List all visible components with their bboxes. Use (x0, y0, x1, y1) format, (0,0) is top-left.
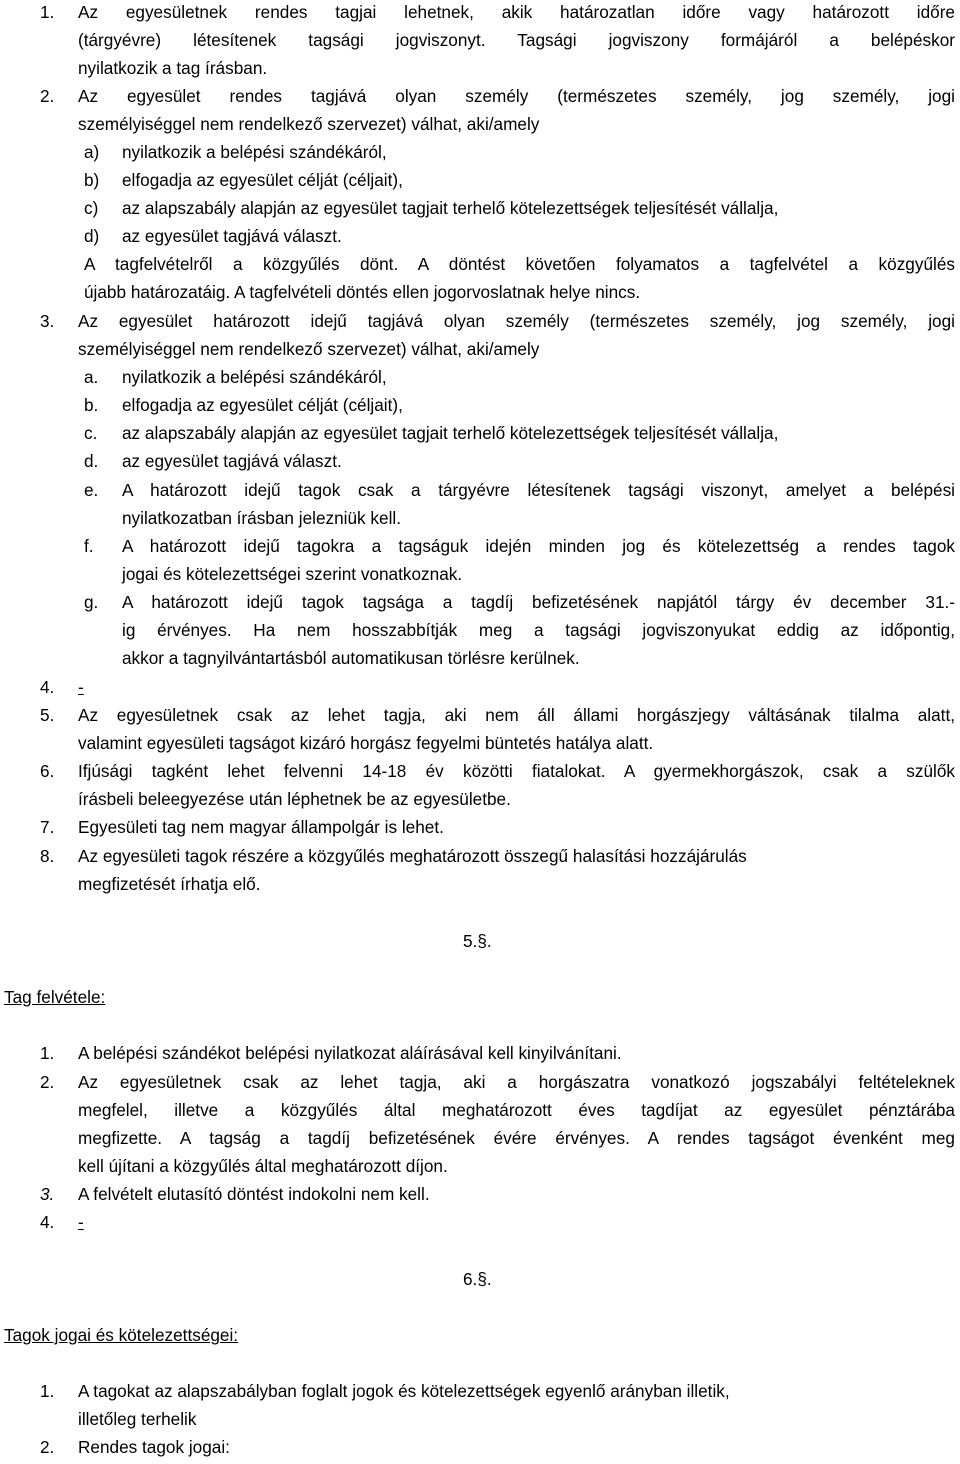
sub-item-letter: a. (84, 367, 99, 387)
item-number: 8. (40, 846, 55, 866)
item-number: 1. (40, 1043, 55, 1063)
item-text-line: Egyesületi tag nem magyar állampolgár is lehet. (78, 817, 444, 837)
item-text-line: Az egyesület rendes tagjává olyan személy (természetes személy, jog személy, jogi (78, 86, 955, 106)
item-text-line: valamint egyesületi tagságot kizáró horgász fegyelmi büntetés hatálya alatt. (78, 733, 654, 753)
sub-item-text: A határozott idejű tagok csak a tárgyévre létesítenek tagsági viszonyt, amelyet a belépési (122, 480, 955, 500)
item-text-line: írásbeli beleegyezése után léphetnek be az egyesületbe. (78, 789, 511, 809)
sub-item-text: nyilatkozik a belépési szándékáról, (122, 142, 387, 162)
section-heading: Tag felvétele: (4, 987, 106, 1007)
item-text-line: - (78, 1212, 84, 1232)
item-text-line: személyiséggel nem rendelkező szervezet) válhat, aki/amely (78, 339, 540, 359)
sub-item-letter: f. (84, 536, 94, 556)
item-number: 7. (40, 817, 55, 837)
item-text-line: személyiséggel nem rendelkező szervezet) válhat, aki/amely (78, 114, 540, 134)
sub-item-text: elfogadja az egyesület célját (céljait), (122, 395, 403, 415)
sub-item-text: A határozott idejű tagok tagsága a tagdíj befizetésének napjától tárgy év december 31.- (122, 592, 955, 612)
sub-item-letter: d) (84, 226, 100, 246)
sub-item-text: jogai és kötelezettségei szerint vonatkoznak. (122, 564, 463, 584)
item-text-line: megfelel, illetve a közgyűlés által meghatározott éves tagdíjat az egyesület pénztárába (78, 1100, 955, 1120)
item-text-line: kell újítani a közgyűlés által meghatározott díjon. (78, 1156, 448, 1176)
section-number: 5.§. (463, 931, 492, 951)
item-number: 1. (40, 1381, 55, 1401)
sub-item-text: elfogadja az egyesület célját (céljait), (122, 170, 403, 190)
sub-item-text: nyilatkozatban írásban jelezniük kell. (122, 508, 401, 528)
sub-item-letter: e. (84, 480, 99, 500)
item-text-line: Az egyesületi tagok részére a közgyűlés meghatározott összegű halasítási hozzájárulás (78, 846, 747, 866)
sub-item-text: akkor a tagnyilvántartásból automatikusan törlésre kerülnek. (122, 648, 580, 668)
sub-item-text: az alapszabály alapján az egyesület tagjait terhelő kötelezettségek teljesítését vállalja, (122, 198, 779, 218)
sub-item-text: ig érvényes. Ha nem hosszabbítják meg a tagsági jogviszonyukat eddig az időpontig, (122, 620, 955, 640)
item-text-line: A belépési szándékot belépési nyilatkozat aláírásával kell kinyilvánítani. (78, 1043, 622, 1063)
item-number: 3. (40, 1184, 55, 1204)
item-text-line: Az egyesület határozott idejű tagjává olyan személy (természetes személy, jog személy, jogi (78, 311, 955, 331)
sub-item-text: nyilatkozik a belépési szándékáról, (122, 367, 387, 387)
item-text-line: Az egyesületnek rendes tagjai lehetnek, akik határozatlan időre vagy határozott időre (78, 2, 955, 22)
sub-item-text: az alapszabály alapján az egyesület tagjait terhelő kötelezettségek teljesítését vállalja, (122, 423, 779, 443)
item-text-line: Ifjúsági tagként lehet felvenni 14-18 év közötti fiatalokat. A gyermekhorgászok, csak a szülők (78, 761, 955, 781)
item-text-line: Az egyesületnek csak az lehet tagja, aki nem áll állami horgászjegy váltásának tilalma alatt, (78, 705, 955, 725)
sub-item-letter: b. (84, 395, 99, 415)
section-heading: Tagok jogai és kötelezettségei: (4, 1325, 239, 1345)
sub-item-letter: c) (84, 198, 99, 218)
item-number: 4. (40, 1212, 55, 1232)
sub-item-letter: a) (84, 142, 100, 162)
item-extra-line: A tagfelvételről a közgyűlés dönt. A döntést követően folyamatos a tagfelvétel a közgyűlés (84, 254, 955, 274)
item-text-line: A tagokat az alapszabályban foglalt jogok és kötelezettségek egyenlő arányban illetik, (78, 1381, 730, 1401)
item-text-line: (tárgyévre) létesítenek tagsági jogviszonyt. Tagsági jogviszony formájáról a belépéskor (78, 30, 955, 50)
item-extra-line: újabb határozatáig. A tagfelvételi döntés ellen jogorvoslatnak helye nincs. (84, 282, 641, 302)
item-number: 3. (40, 311, 55, 331)
item-text-line: A felvételt elutasító döntést indokolni nem kell. (78, 1184, 430, 1204)
item-text-line: Az egyesületnek csak az lehet tagja, aki a horgászatra vonatkozó jogszabályi feltételeknek (78, 1072, 955, 1092)
item-number: 1. (40, 2, 55, 22)
item-text-line: illetőleg terhelik (78, 1409, 197, 1429)
item-number: 4. (40, 677, 55, 697)
item-text-line: megfizette. A tagság a tagdíj befizetésének évére érvényes. A rendes tagságot évenként meg (78, 1128, 955, 1148)
sub-item-letter: g. (84, 592, 99, 612)
item-text-line: - (78, 677, 84, 697)
item-number: 5. (40, 705, 55, 725)
item-text-line: nyilatkozik a tag írásban. (78, 58, 268, 78)
sub-item-letter: c. (84, 423, 98, 443)
sub-item-text: A határozott idejű tagokra a tagságuk idején minden jog és kötelezettség a rendes tagok (122, 536, 955, 556)
item-text-line: Rendes tagok jogai: (78, 1437, 230, 1457)
sub-item-letter: d. (84, 451, 99, 471)
item-text-line: megfizetését írhatja elő. (78, 874, 261, 894)
section-number: 6.§. (463, 1269, 492, 1289)
item-number: 6. (40, 761, 55, 781)
sub-item-text: az egyesület tagjává választ. (122, 226, 342, 246)
sub-item-letter: b) (84, 170, 100, 190)
item-number: 2. (40, 1072, 55, 1092)
item-number: 2. (40, 86, 55, 106)
sub-item-text: az egyesület tagjává választ. (122, 451, 342, 471)
item-number: 2. (40, 1437, 55, 1457)
